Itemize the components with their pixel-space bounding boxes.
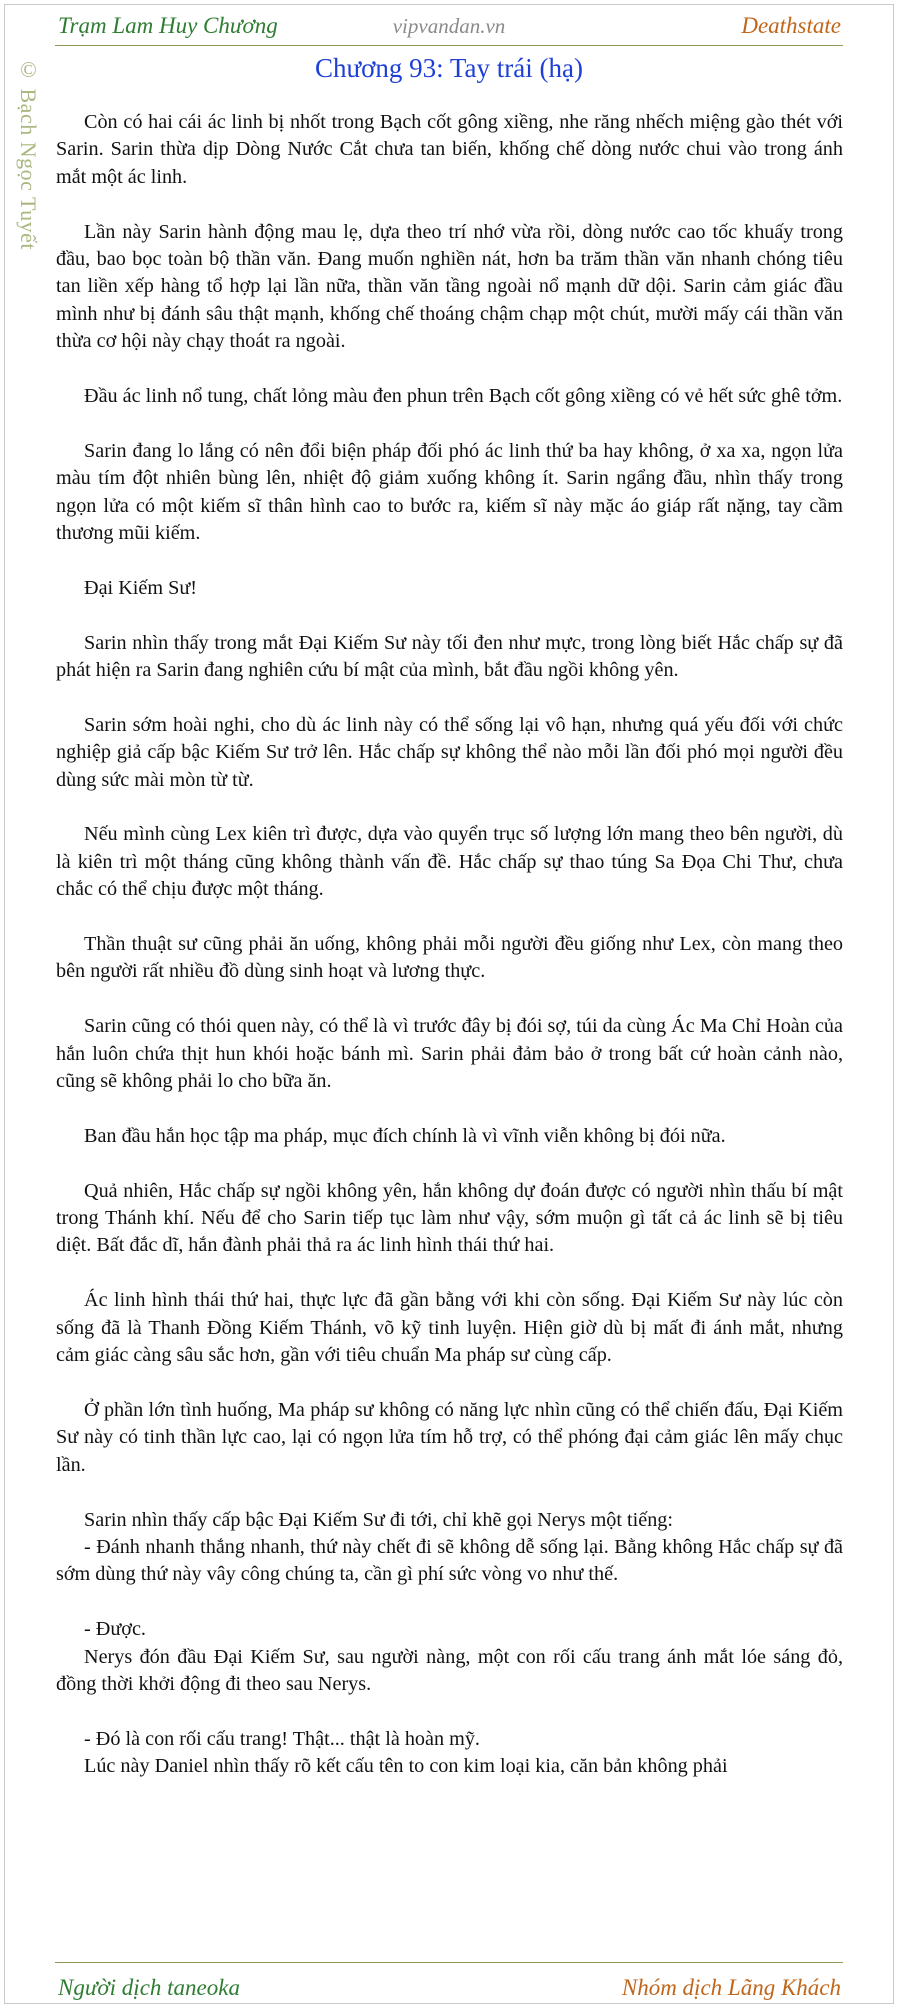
dialogue-line: Lúc này Daniel nhìn thấy rõ kết cấu tên to con kim loại kia, căn bản không phải [84, 1755, 728, 1778]
paragraph: Đầu ác linh nổ tung, chất lỏng màu đen phun trên Bạch cốt gông xiềng có vẻ hết sức ghê tởm. [84, 385, 843, 408]
footer-translator: Người dịch taneoka [58, 1975, 240, 2000]
paragraph: Còn có hai cái ác linh bị nhốt trong Bạch cốt gông xiềng, nhe răng nhếch miệng gào thét với Sarin. Sarin thừa dịp Dòng Nước Cắt chưa tan biến, khống chế dòng nước chui vào trong ánh mắt một ác linh. [56, 111, 843, 188]
footer-group: Nhóm dịch Lãng Khách [621, 1975, 841, 2000]
page [4, 4, 894, 2004]
dialogue-line: - Đánh nhanh thắng nhanh, thứ này chết đi sẽ không dễ sống lại. Bằng không Hắc chấp sự đã sớm dùng thứ này vây công chúng ta, cần gì phí sức vòng vo như thế. [56, 1535, 843, 1586]
page-header [55, 5, 843, 46]
paragraph: Ban đầu hắn học tập ma pháp, mục đích chính là vì vĩnh viễn không bị đói nữa. [84, 1124, 726, 1147]
page-footer [55, 1962, 843, 2003]
paragraph: Sarin sớm hoài nghi, cho dù ác linh này có thể sống lại vô hạn, nhưng quá yếu đối với chức nghiệp giả cấp bậc Kiếm Sư trở lên. Hắc chấp sự không thể nào mỗi lần đối phó mọi người đều dùng sức mài mòn từ từ. [56, 713, 843, 791]
dialogue-line: Sarin nhìn thấy cấp bậc Đại Kiếm Sư đi tới, chỉ khẽ gọi Nerys một tiếng: [84, 1508, 673, 1531]
header-story-title: Trạm Lam Huy Chương [58, 13, 278, 38]
paragraph: Sarin cũng có thói quen này, có thể là vì trước đây bị đói sợ, túi da cùng Ác Ma Chỉ Hoàn của hắn luôn chứa thịt hun khói hoặc bánh mì. Sarin phải đảm bảo ở trong bất cứ hoàn cảnh nào, cũng sẽ không phải lo cho bữa ăn. [56, 1015, 843, 1093]
paragraph: Ác linh hình thái thứ hai, thực lực đã gần bằng với khi còn sống. Đại Kiếm Sư này lúc còn sống đã là Thanh Đồng Kiếm Thánh, võ kỹ tinh luyện. Hiện giờ dù bị mất đi ánh mắt, nhưng cảm giác càng sâu sắc hơn, gần với tiêu chuẩn Ma pháp sư cùng cấp. [56, 1289, 843, 1367]
header-site: vipvandan.vn [392, 14, 506, 38]
paragraph: Sarin nhìn thấy trong mắt Đại Kiếm Sư này tối đen như mực, trong lòng biết Hắc chấp sự đã phát hiện ra Sarin đang nghiên cứu bí mật của mình, bắt đầu ngồi không yên. [56, 631, 843, 682]
chapter-title: Chương 93: Tay trái (hạ) [315, 53, 583, 83]
paragraph: Sarin đang lo lắng có nên đổi biện pháp đối phó ác linh thứ ba hay không, ở xa xa, ngọn lửa màu tím đột nhiên bùng lên, nhiệt độ giảm xuống không ít. Sarin ngẩng đầu, nhìn thấy trong ngọn lửa có một kiếm sĩ thân hình cao to bước ra, kiếm sĩ này mặc áo giáp rất nặng, tay cầm thương mũi kiếm. [56, 439, 843, 545]
dialogue-line: Nerys đón đầu Đại Kiếm Sư, sau người nàng, một con rối cấu trang ánh mắt lóe sáng đỏ, đồng thời khởi động đi theo sau Nerys. [56, 1645, 843, 1695]
paragraph: Nếu mình cùng Lex kiên trì được, dựa vào quyển trục số lượng lớn mang theo bên người, dù là kiên trì một tháng cũng không thành vấn đề. Hắc chấp sự thao túng Sa Đọa Chi Thư, chưa chắc có thể chịu được một tháng. [56, 823, 843, 901]
dialogue-line: - Được. [84, 1618, 146, 1641]
paragraph: Quả nhiên, Hắc chấp sự ngồi không yên, hắn không dự đoán được có người nhìn thấu bí mật trong Thánh khí. Nếu để cho Sarin tiếp tục làm như vậy, sớm muộn gì tất cả ác linh sẽ bị tiêu diệt. Bất đắc dĩ, hắn đành phải thả ra ác linh hình thái thứ hai. [56, 1179, 843, 1257]
paragraph: Đại Kiếm Sư! [84, 576, 197, 599]
chapter-body [56, 109, 843, 1781]
paragraph: Thần thuật sư cũng phải ăn uống, không phải mỗi người đều giống như Lex, còn mang theo bên người rất nhiều đồ dùng sinh hoạt và lương thực. [56, 933, 843, 983]
dialogue-line: - Đó là con rối cấu trang! Thật... thật là hoàn mỹ. [84, 1727, 480, 1750]
paragraph: Ở phần lớn tình huống, Ma pháp sư không có năng lực nhìn cũng có thể chiến đấu, Đại Kiếm Sư này có tinh thần lực cao, lại có ngọn lửa tím hỗ trợ, có thể phóng đại cảm giác lên mấy chục lần. [56, 1398, 843, 1476]
header-author: Deathstate [741, 13, 841, 38]
side-copyright: © Bạch Ngọc Tuyết [16, 57, 41, 250]
paragraph: Lần này Sarin hành động mau lẹ, dựa theo trí nhớ vừa rồi, dòng nước cao tốc khuấy trong đầu, bao bọc toàn bộ thần văn. Đang muốn nghiền nát, hơn ba trăm thần văn nhanh chóng tiêu tan liền xếp hàng tổ hợp lại lần nữa, thần văn tầng ngoài nổ mạnh dữ dội. Sarin cảm giác đầu mình như bị đánh sâu thật mạnh, khống chế thoáng chậm chạp một chút, mười mấy cái thần văn thừa cơ hội này chạy thoát ra ngoài. [56, 220, 843, 353]
